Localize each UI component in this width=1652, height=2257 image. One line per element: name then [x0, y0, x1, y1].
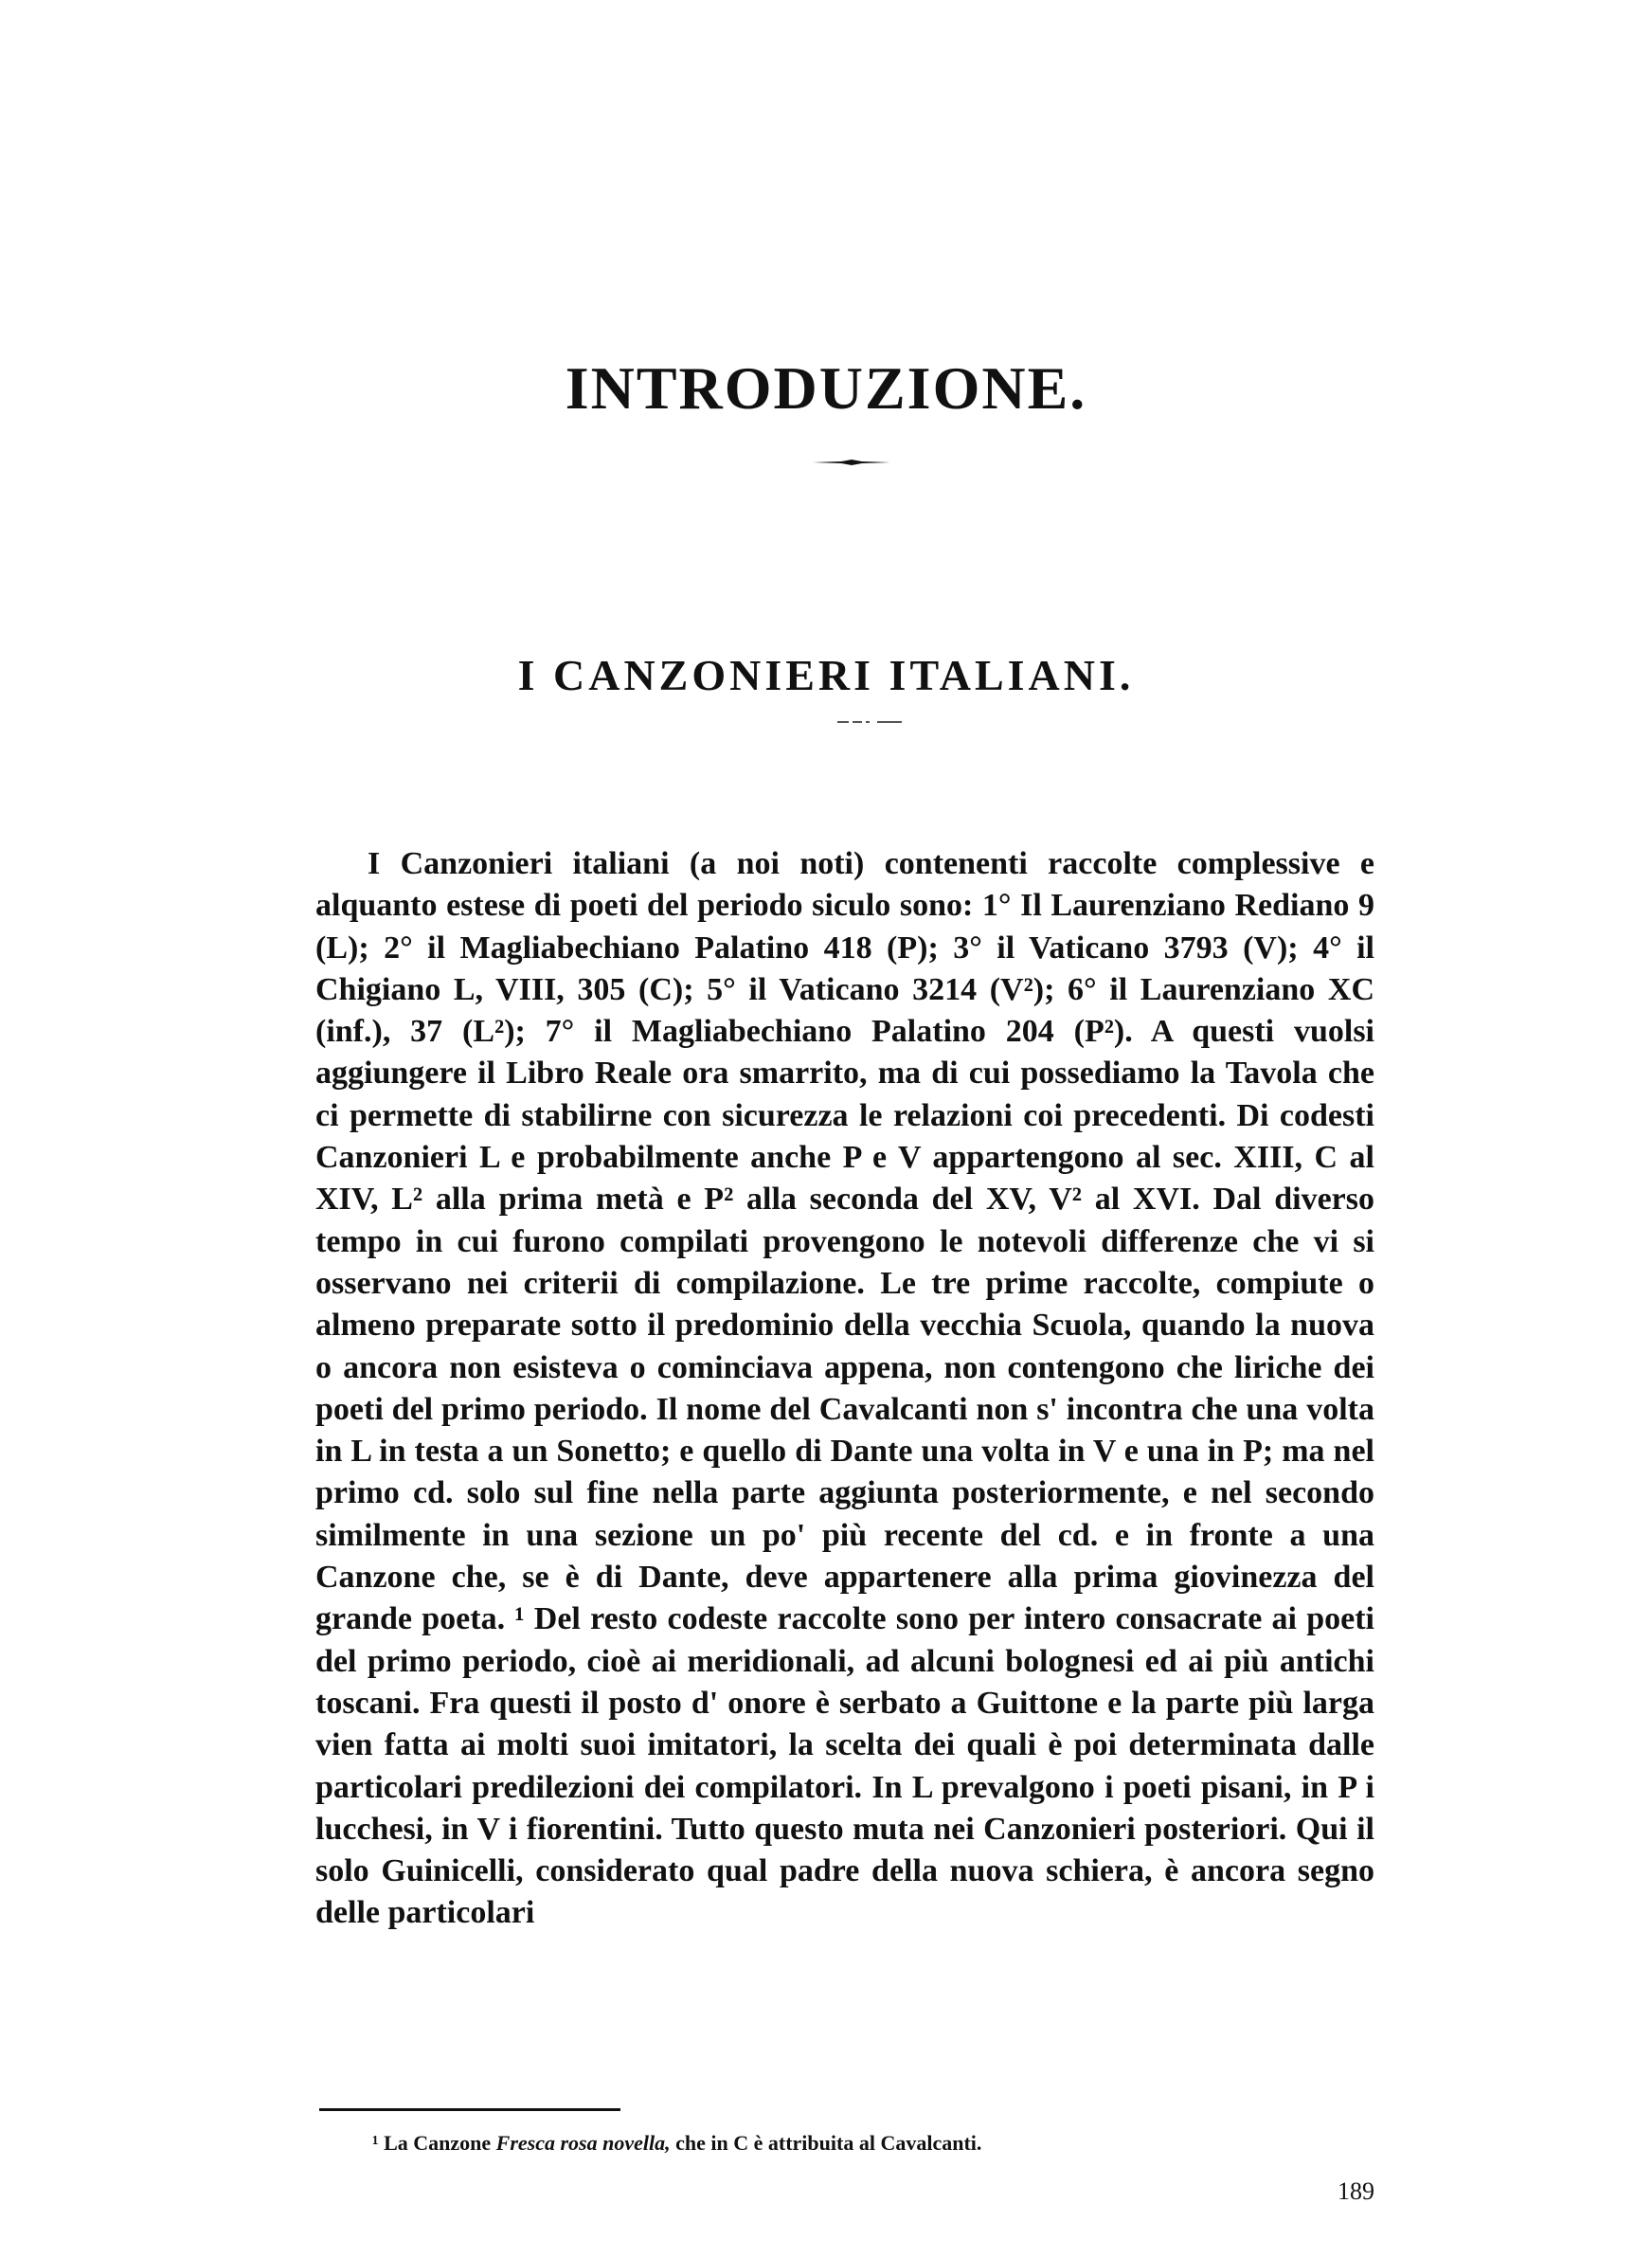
body-paragraph: I Canzonieri italiani (a noi noti) contenenti raccolte complessive e alquanto estese di poeti del periodo siculo sono: 1° Il Laurenziano Rediano 9 (L); 2° il Magliabechiano Palatino 418 (P); 3° il Vaticano 3793 (V); 4° il Chigiano L, VIII, 305 (C); 5° il Vaticano 3214 (V²); 6° il Laurenziano XC (inf.), 37 (L²); 7° il Magliabechiano Palatino 204 (P²). A questi vuolsi aggiungere il Libro Reale ora smarrito, ma di cui possediamo la Tavola che ci permette di stabilirne con sicurezza le relazioni coi precedenti. Di codesti Canzonieri L e probabilmente anche P e V appartengono al sec. XIII, C al XIV, L² alla prima metà e P² alla seconda del XV, V² al XVI. Dal diverso tempo in cui furono compilati provengono le notevoli differenze che vi si osservano nei criterii di compilazione. Le tre prime raccolte, compiute o almeno preparate sotto il predominio della vecchia Scuola, quando la nuova o ancora non esisteva o cominciava appena, non contengono che liriche dei poeti del primo periodo. Il nome del Cavalcanti non s' incontra che una volta in L in testa a un Sonetto; e quello di Dante una volta in V e una in P; ma nel primo cd. solo sul fine nella parte aggiunta posteriormente, e nel secondo similmente in una sezione un po' più recente del cd. e in fronte a una Canzone che, se è di Dante, deve appartenere alla prima giovinezza del grande poeta. ¹ Del resto codeste raccolte sono per intero consacrate ai poeti del primo periodo, cioè ai meridionali, ad alcuni bolognesi ed ai più antichi toscani. Fra questi il posto d' onore è serbato a Guittone e la parte più larga vien fatta ai molti suoi imitatori, la scelta dei quali è poi determinata dalle particolari predilezioni dei compilatori. In L prevalgono i poeti pisani, in P i lucchesi, in V i fiorentini. Tutto questo muta nei Canzonieri posteriori. Qui il solo Guinicelli, considerato qual padre della nuova schiera, è ancora segno delle particolari: [315, 846, 1374, 1931]
page-title: INTRODUZIONE.: [565, 353, 1087, 422]
footnote-separator: [319, 2108, 620, 2111]
page-number: 189: [1338, 2177, 1374, 2205]
title-ornament-rule: [813, 460, 890, 465]
section-ornament-rule: [837, 720, 902, 724]
footnote-text-after: che in C è attribuita al Cavalcanti.: [675, 2131, 982, 2155]
footnote-text-before: La Canzone: [384, 2131, 492, 2155]
footnote-marker: ¹: [372, 2131, 379, 2155]
footnote: [372, 2131, 1374, 2156]
section-title: I CANZONIERI ITALIANI.: [517, 651, 1135, 700]
footnote-title: Fresca rosa novella,: [495, 2131, 671, 2155]
